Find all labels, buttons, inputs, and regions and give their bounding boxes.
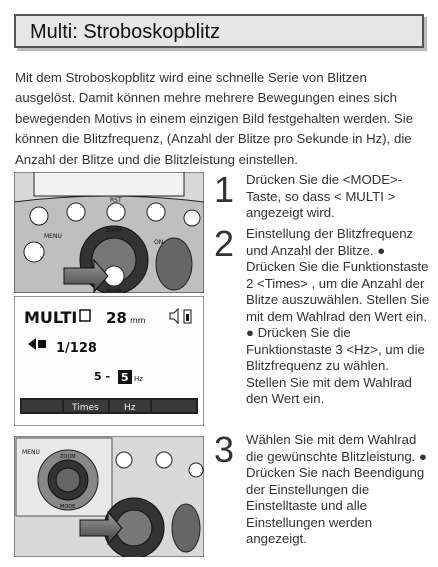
figure-mode-button — [14, 172, 204, 293]
softkey-times-label: Times — [72, 403, 99, 413]
lcd-times-prefix: 5 - — [94, 370, 111, 383]
lcd-mode: MULTI — [24, 308, 78, 327]
zoom-label: ZOOM — [106, 228, 122, 234]
figure-control-wheel — [14, 436, 204, 557]
step-number: 3 — [214, 429, 235, 470]
function-button-1 — [67, 203, 85, 221]
lcd-power: 1/128 — [56, 341, 97, 356]
step-text: Drücken Sie die <MODE>-Taste, so dass < MULTI > angezeigt wird. — [246, 172, 403, 220]
lcd-zoom-value: 28 — [106, 309, 127, 327]
lcd-hz-value: 5 — [121, 371, 129, 384]
mode-label: MODE — [106, 289, 122, 293]
menu-label: MENU — [44, 233, 62, 240]
function-button-4 — [184, 210, 200, 226]
rst-label: RST — [110, 197, 122, 204]
lcd-zoom-unit: mm — [130, 316, 146, 325]
lcd-screen-top — [34, 172, 184, 196]
intro-paragraph: Mit dem Stroboskopblitz wird eine schnelle Serie von Blitzen ausgelöst. Damit können mehre mehrere Bewegungen eines sich bewegenden Motivs in einem einzigen Bild festgehalten werden. Sie können die Blitzfrequenz, (Anzahl der Blitze pro Sekunde in Hz), die Anzahl der Blitze und die Blitzleistung einstellen. — [15, 70, 414, 167]
function-button-3 — [147, 203, 165, 221]
step-number: 1 — [214, 169, 235, 210]
title-bar — [14, 14, 424, 48]
step-text: Einstellung der Blitzfrequenz und Anzahl der Blitze. ● Drücken Sie die Funktionstaste 2 <Times> , um die Anzahl der Blitze auszuwählen. Stellen Sie mit dem Wahlrad den Wert ein. ● Drücken Sie die Funktionstaste 3 <Hz>, um die Blitzfrequenz zu wählen. Stellen Sie mit dem Wahlrad den Wert ein. — [246, 226, 430, 406]
svg-text:ON: ON — [154, 239, 164, 246]
button-lock — [30, 207, 48, 225]
function-button-2 — [107, 203, 125, 221]
side-dial — [172, 504, 200, 552]
zoom-label: ZOOM — [60, 454, 76, 460]
softkey-hz-label: Hz — [124, 403, 136, 413]
mode-label: MODE — [60, 504, 76, 510]
button-menu — [24, 242, 44, 262]
menu-label: MENU — [22, 449, 40, 456]
step-text: Wählen Sie mit dem Wahlrad die gewünschte Blitzleistung. ● Drücken Sie nach Beendigung der Einstellungen die Einstelltaste und alle Einstellungen werden angezeigt. — [246, 432, 427, 546]
step-number: 2 — [214, 223, 235, 264]
page-title: Multi: Stroboskopblitz — [30, 21, 221, 43]
lcd-hz-unit: Hz — [134, 375, 143, 383]
figure-lcd-screen — [14, 296, 204, 426]
